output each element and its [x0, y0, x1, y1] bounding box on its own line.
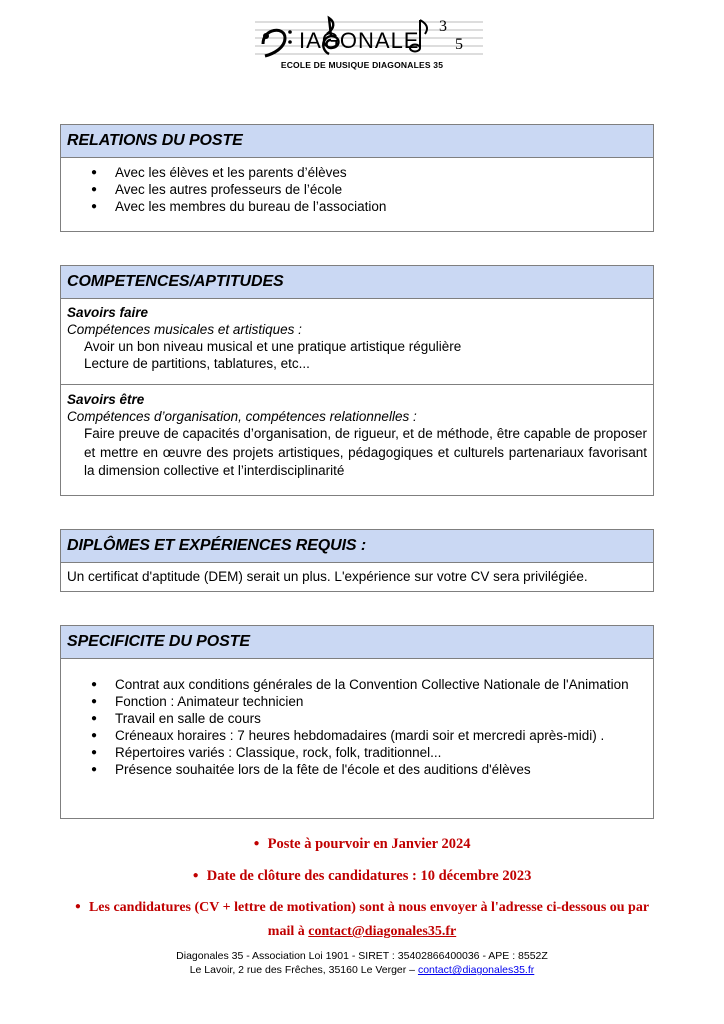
savoir-faire-heading: Savoirs faire: [67, 305, 149, 320]
logo: [255, 14, 483, 60]
notice-cloture: [0, 868, 724, 885]
contact-email-link[interactable]: contact@diagonales35.fr: [308, 924, 457, 939]
bullet-icon: ●: [74, 901, 81, 912]
specificite-section: [60, 625, 654, 819]
footer-address-text: Le Lavoir, 2 rue des Frêches, 35160 Le Verger –: [189, 964, 416, 976]
list-item: ● Présence souhaitée lors de la fête de l'école et des auditions d'élèves: [91, 761, 647, 778]
list-item: ● Travail en salle de cours: [91, 710, 647, 727]
list-item: ● Avec les autres professeurs de l’école: [91, 181, 647, 198]
notice-candidatures: [0, 900, 724, 916]
footer-legal: Diagonales 35 - Association Loi 1901 - SIRET : 35402866400036 - APE : 8552Z: [176, 950, 548, 962]
specificite-list: [67, 676, 647, 778]
bullet-icon: ●: [192, 870, 199, 881]
relations-list: [67, 164, 647, 215]
notice-candidatures-line2: [0, 924, 724, 940]
diplomes-text: Un certificat d'aptitude (DEM) serait un plus. L'expérience sur votre CV sera privilégiée.: [67, 569, 588, 584]
list-item: ● Répertoires variés : Classique, rock, folk, traditionnel...: [91, 744, 647, 761]
diplomes-section: [60, 529, 654, 592]
savoir-etre-subheading: Compétences d’organisation, compétences relationnelles :: [67, 409, 417, 424]
list-item: ● Contrat aux conditions générales de la Convention Collective Nationale de l'Animation: [91, 676, 647, 693]
savoir-etre-heading: Savoirs être: [67, 392, 145, 407]
notice-poste: [0, 836, 724, 853]
notice-mail-label: mail à: [267, 924, 305, 939]
relations-title: RELATIONS DU POSTE: [61, 125, 653, 158]
school-subtitle: ECOLE DE MUSIQUE DIAGONALES 35: [280, 60, 444, 70]
list-item: ● Fonction : Animateur technicien: [91, 693, 647, 710]
list-item: ● Avec les élèves et les parents d’élèves: [91, 164, 647, 181]
bullet-icon: ●: [253, 838, 260, 849]
savoir-faire-line: Lecture de partitions, tablatures, etc...: [84, 356, 310, 371]
logo-number-3: 3: [439, 18, 447, 35]
savoir-faire-subheading: Compétences musicales et artistiques :: [67, 322, 302, 337]
list-item: ● Créneaux horaires : 7 heures hebdomadaires (mardi soir et mercredi après-midi) .: [91, 727, 647, 744]
competences-section: [60, 265, 654, 496]
notice-cloture-text: Date de clôture des candidatures : 10 décembre 2023: [206, 868, 532, 884]
logo-text: IAGONALE: [299, 28, 420, 53]
footer-address: [0, 964, 724, 976]
list-item: ● Avec les membres du bureau de l’association: [91, 198, 647, 215]
diplomes-title: DIPLÔMES ET EXPÉRIENCES REQUIS :: [61, 530, 653, 563]
notice-poste-text: Poste à pourvoir en Janvier 2024: [267, 836, 471, 852]
logo-number-5: 5: [455, 36, 463, 53]
savoir-etre-text: Faire preuve de capacités d’organisation, de rigueur, et de méthode, être capable de proposer et mettre en œuvre des projets artistiques, pédagogiques et culturels partenariaux favorisant la dimension collective et l’interdisciplinarité: [84, 426, 647, 478]
specificite-title: SPECIFICITE DU POSTE: [61, 626, 653, 659]
footer-email-link[interactable]: contact@diagonales35.fr: [417, 964, 535, 976]
competences-title: COMPETENCES/APTITUDES: [61, 266, 653, 299]
notice-candidatures-text: Les candidatures (CV + lettre de motivation) sont à nous envoyer à l'adresse ci-dessous ou par: [88, 900, 650, 915]
relations-section: [60, 124, 654, 232]
savoir-faire-line: Avoir un bon niveau musical et une pratique artistique régulière: [84, 339, 462, 354]
